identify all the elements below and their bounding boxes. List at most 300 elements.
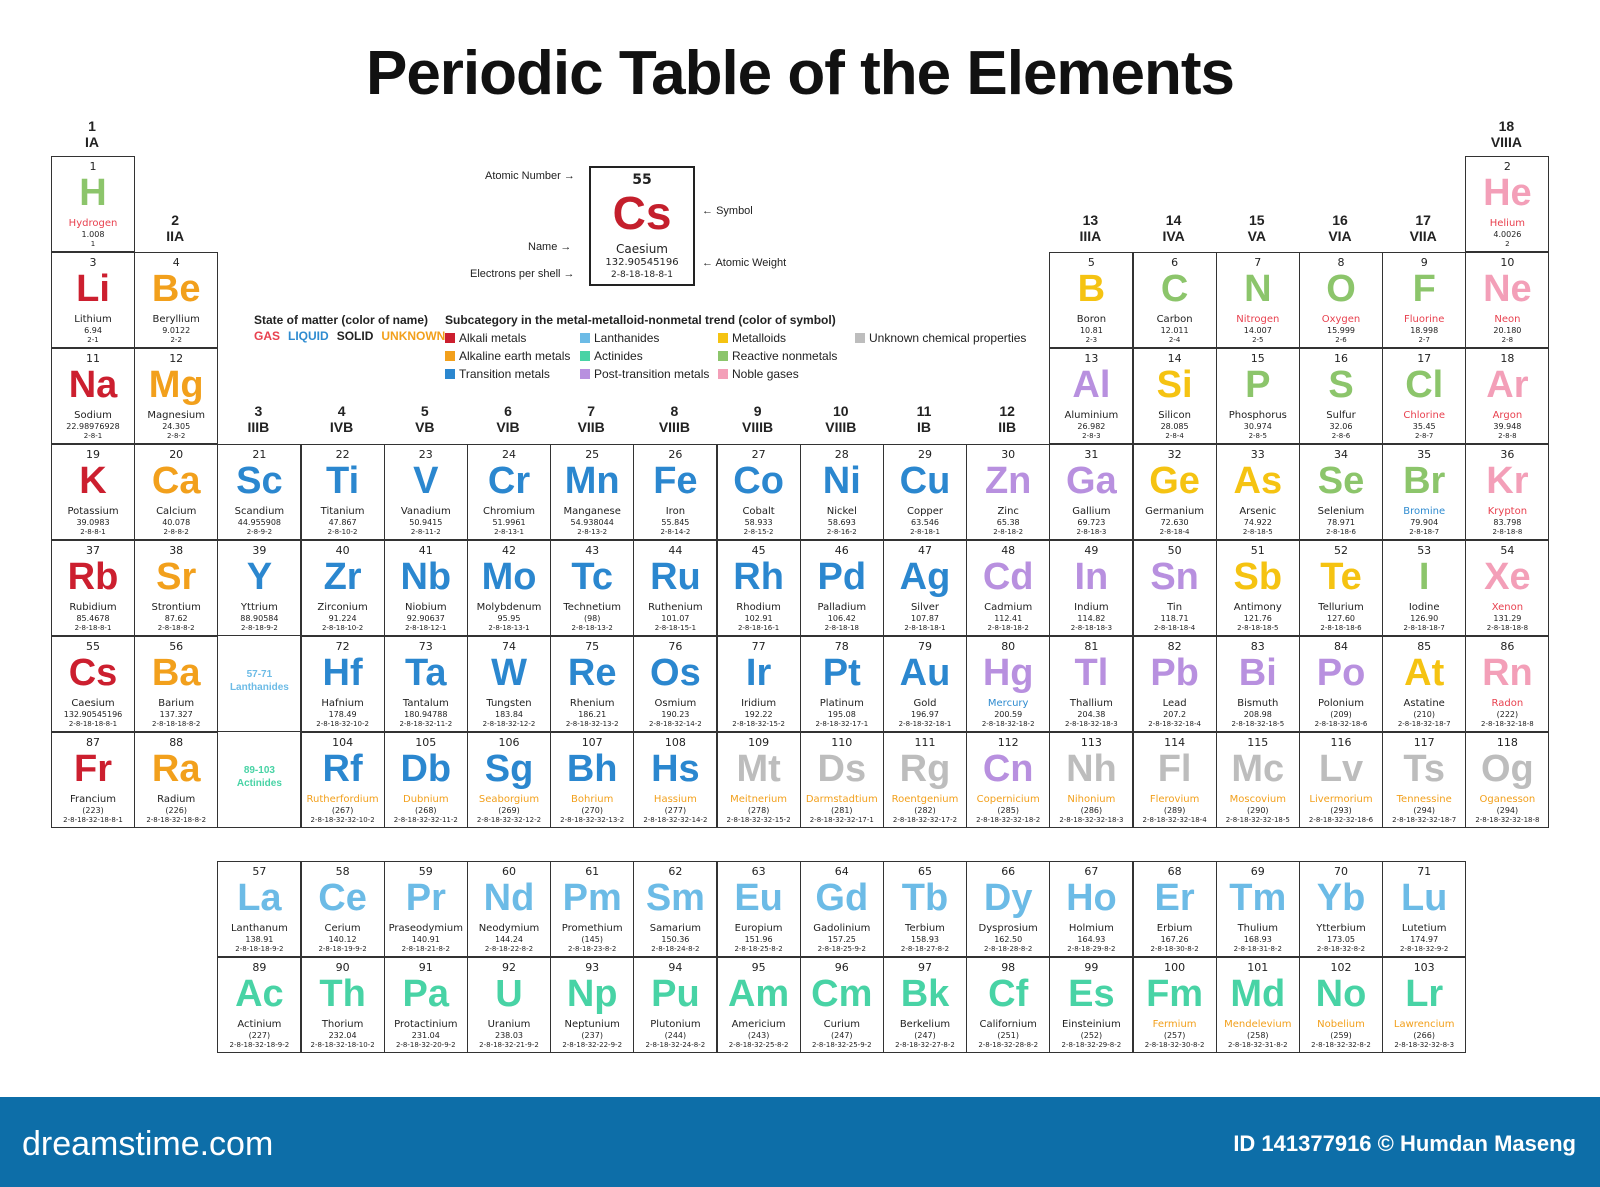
atomic-weight: (145) bbox=[581, 935, 603, 944]
electron-shells: 2-8-8 bbox=[1498, 432, 1517, 440]
atomic-number: 109 bbox=[748, 736, 770, 749]
atomic-weight: 22.98976928 bbox=[66, 422, 120, 431]
atomic-weight: (281) bbox=[831, 806, 853, 815]
element-name: Thallium bbox=[1069, 698, 1113, 709]
element-symbol: Cn bbox=[982, 748, 1034, 790]
electron-shells: 2-8-18-31-8-2 bbox=[1233, 945, 1282, 953]
atomic-number: 68 bbox=[1167, 865, 1182, 878]
atomic-weight: 195.08 bbox=[827, 710, 856, 719]
atomic-number: 71 bbox=[1417, 865, 1432, 878]
element-name: Samarium bbox=[649, 923, 702, 934]
element-cell-rh[interactable] bbox=[717, 540, 801, 636]
electron-shells: 2-8-13-1 bbox=[494, 528, 524, 536]
element-cell-os[interactable] bbox=[633, 636, 717, 732]
element-symbol: Se bbox=[1317, 460, 1365, 502]
element-symbol: Br bbox=[1403, 460, 1446, 502]
atomic-weight: 107.87 bbox=[911, 614, 939, 623]
atomic-number: 64 bbox=[834, 865, 849, 878]
element-cell-pm[interactable] bbox=[550, 861, 634, 957]
atomic-number: 67 bbox=[1084, 865, 1099, 878]
atomic-number: 4 bbox=[172, 256, 180, 269]
element-cell-rn[interactable] bbox=[1465, 636, 1549, 732]
element-name: Rhenium bbox=[569, 698, 615, 709]
electron-shells: 2-8-18-32-18-6 bbox=[1314, 720, 1368, 728]
element-cell-nh[interactable] bbox=[1049, 732, 1133, 828]
element-symbol: Dy bbox=[983, 877, 1033, 919]
electron-shells: 2-8-18-32-28-8-2 bbox=[978, 1041, 1039, 1049]
brand-logo[interactable]: dreamstime.com bbox=[22, 1125, 274, 1163]
placeholder-label: Actinides bbox=[236, 778, 282, 789]
footer-bar bbox=[0, 1097, 1600, 1187]
group-header-1 bbox=[51, 118, 133, 150]
element-cell-tc[interactable] bbox=[550, 540, 634, 636]
element-cell-tm[interactable] bbox=[1216, 861, 1300, 957]
element-cell-zr[interactable] bbox=[301, 540, 385, 636]
element-cell-md[interactable] bbox=[1216, 957, 1300, 1053]
element-cell-pt[interactable] bbox=[800, 636, 884, 732]
key-name: Caesium bbox=[616, 242, 668, 256]
atomic-weight: 14.007 bbox=[1243, 326, 1272, 335]
atomic-weight: 164.93 bbox=[1077, 935, 1106, 944]
element-symbol: Hs bbox=[651, 748, 700, 790]
element-symbol: Pa bbox=[402, 973, 450, 1015]
atomic-weight: 92.90637 bbox=[406, 614, 445, 623]
element-cell-bh[interactable] bbox=[550, 732, 634, 828]
atomic-number: 107 bbox=[581, 736, 603, 749]
element-cell-al[interactable] bbox=[1049, 348, 1133, 444]
element-cell-pu[interactable] bbox=[633, 957, 717, 1053]
atomic-weight: 58.933 bbox=[744, 518, 773, 527]
element-cell-c[interactable] bbox=[1133, 252, 1217, 348]
atomic-weight: 87.62 bbox=[164, 614, 188, 623]
element-cell-ds[interactable] bbox=[800, 732, 884, 828]
legend-key-cell bbox=[589, 166, 695, 286]
atomic-number: 65 bbox=[918, 865, 932, 878]
legend-item-transition bbox=[445, 367, 550, 381]
element-cell-fe[interactable] bbox=[633, 444, 717, 540]
element-cell-hs[interactable] bbox=[633, 732, 717, 828]
element-cell-mc[interactable] bbox=[1216, 732, 1300, 828]
element-cell-ts[interactable] bbox=[1382, 732, 1466, 828]
atomic-weight: 72.630 bbox=[1160, 518, 1189, 527]
element-cell-f[interactable] bbox=[1382, 252, 1466, 348]
element-cell-i[interactable] bbox=[1382, 540, 1466, 636]
element-name: Vanadium bbox=[400, 506, 451, 517]
element-cell-br[interactable] bbox=[1382, 444, 1466, 540]
atomic-number: 96 bbox=[834, 961, 849, 974]
atomic-number: 46 bbox=[834, 544, 849, 557]
image-credit: ID 141377916 © Humdan Maseng bbox=[1233, 1131, 1576, 1156]
element-cell-xe[interactable] bbox=[1465, 540, 1549, 636]
element-cell-es[interactable] bbox=[1049, 957, 1133, 1053]
element-cell-lr[interactable] bbox=[1382, 957, 1466, 1053]
electron-shells: 2-8-3 bbox=[1082, 432, 1101, 440]
element-cell-na[interactable] bbox=[51, 348, 135, 444]
element-cell-ce[interactable] bbox=[301, 861, 385, 957]
element-name: Zirconium bbox=[317, 602, 368, 613]
element-symbol: Mt bbox=[736, 748, 781, 790]
element-name: Strontium bbox=[151, 602, 201, 613]
element-cell-cm[interactable] bbox=[800, 957, 884, 1053]
atomic-weight: (267) bbox=[331, 806, 354, 815]
atomic-number: 13 bbox=[1084, 352, 1099, 365]
atomic-number: 6 bbox=[1171, 256, 1179, 269]
atomic-number: 101 bbox=[1247, 961, 1269, 974]
element-cell-th[interactable] bbox=[301, 957, 385, 1053]
element-cell-pd[interactable] bbox=[800, 540, 884, 636]
group-roman: IVA bbox=[1162, 228, 1185, 244]
electron-shells: 2-8-18-32-25-9-2 bbox=[811, 1041, 872, 1049]
element-cell-ir[interactable] bbox=[717, 636, 801, 732]
element-symbol: C bbox=[1160, 268, 1189, 310]
element-cell-dy[interactable] bbox=[966, 861, 1050, 957]
element-symbol: Fm bbox=[1146, 973, 1204, 1015]
group-number: 4 bbox=[337, 403, 346, 419]
atomic-weight: 44.955908 bbox=[237, 518, 282, 527]
atomic-number: 8 bbox=[1337, 256, 1345, 269]
element-symbol: Lu bbox=[1400, 877, 1448, 919]
element-cell-o[interactable] bbox=[1299, 252, 1383, 348]
atomic-number: 93 bbox=[585, 961, 600, 974]
element-cell-am[interactable] bbox=[717, 957, 801, 1053]
atomic-weight: 238.03 bbox=[495, 1031, 523, 1040]
element-cell-tb[interactable] bbox=[883, 861, 967, 957]
element-name: Hafnium bbox=[321, 698, 364, 709]
atomic-number: 108 bbox=[664, 736, 686, 749]
element-name: Osmium bbox=[654, 698, 697, 709]
atomic-number: 16 bbox=[1334, 352, 1348, 365]
atomic-number: 74 bbox=[502, 640, 516, 653]
element-cell-pa[interactable] bbox=[384, 957, 468, 1053]
atomic-weight: (293) bbox=[1330, 806, 1352, 815]
element-name: Indium bbox=[1074, 602, 1109, 613]
element-name: Einsteinium bbox=[1062, 1019, 1121, 1030]
atomic-number: 62 bbox=[668, 865, 683, 878]
atomic-weight: (266) bbox=[1413, 1031, 1435, 1040]
element-symbol: Cu bbox=[899, 460, 951, 502]
atomic-number: 3 bbox=[89, 256, 97, 269]
atomic-number: 24 bbox=[502, 448, 516, 461]
element-name: Calcium bbox=[156, 506, 197, 517]
atomic-weight: (247) bbox=[914, 1031, 936, 1040]
element-cell-bi[interactable] bbox=[1216, 636, 1300, 732]
atomic-number: 43 bbox=[585, 544, 600, 557]
atomic-number: 32 bbox=[1167, 448, 1182, 461]
element-cell-ra[interactable] bbox=[134, 732, 218, 828]
atomic-number: 104 bbox=[332, 736, 354, 749]
legend-item-alkali bbox=[445, 331, 526, 345]
key-label-weight: ← Atomic Weight bbox=[702, 257, 787, 269]
element-symbol: Pu bbox=[651, 973, 700, 1015]
element-cell-mn[interactable] bbox=[550, 444, 634, 540]
element-cell-ni[interactable] bbox=[800, 444, 884, 540]
element-name: Dubnium bbox=[403, 794, 449, 805]
element-cell-he[interactable] bbox=[1465, 156, 1549, 252]
atomic-number: 56 bbox=[169, 640, 184, 653]
element-name: Aluminium bbox=[1064, 410, 1119, 421]
element-name: Bromine bbox=[1403, 506, 1446, 517]
element-cell-cs[interactable] bbox=[51, 636, 135, 732]
atomic-number: 54 bbox=[1500, 544, 1515, 557]
legend-swatch bbox=[445, 333, 455, 343]
element-cell-in[interactable] bbox=[1049, 540, 1133, 636]
atomic-number: 69 bbox=[1250, 865, 1265, 878]
element-name: Oganesson bbox=[1479, 794, 1536, 805]
atomic-number: 66 bbox=[1001, 865, 1016, 878]
element-cell-ba[interactable] bbox=[134, 636, 218, 732]
group-number: 18 bbox=[1498, 118, 1515, 134]
element-cell-y[interactable] bbox=[217, 540, 301, 636]
element-cell-mt[interactable] bbox=[717, 732, 801, 828]
element-symbol: Bh bbox=[566, 748, 618, 790]
element-name: Actinium bbox=[237, 1019, 282, 1030]
atomic-number: 41 bbox=[418, 544, 433, 557]
group-header-13 bbox=[1049, 212, 1131, 244]
element-cell-li[interactable] bbox=[51, 252, 135, 348]
atomic-weight: (268) bbox=[415, 806, 437, 815]
element-cell-cr[interactable] bbox=[467, 444, 551, 540]
element-cell-te[interactable] bbox=[1299, 540, 1383, 636]
legend-label: Transition metals bbox=[459, 367, 550, 381]
group-header-11 bbox=[883, 403, 965, 435]
element-name: Rubidium bbox=[69, 602, 117, 613]
atomic-weight: 168.93 bbox=[1243, 935, 1272, 944]
element-symbol: Sb bbox=[1233, 556, 1283, 598]
element-cell-lv[interactable] bbox=[1299, 732, 1383, 828]
element-cell-rg[interactable] bbox=[883, 732, 967, 828]
legend-item-nonmetal bbox=[718, 349, 837, 363]
atomic-weight: 127.60 bbox=[1327, 614, 1355, 623]
element-cell-sb[interactable] bbox=[1216, 540, 1300, 636]
electron-shells: 2-8-18-32-32-8-3 bbox=[1394, 1041, 1455, 1049]
element-cell-cl[interactable] bbox=[1382, 348, 1466, 444]
element-cell-sg[interactable] bbox=[467, 732, 551, 828]
element-cell-ga[interactable] bbox=[1049, 444, 1133, 540]
element-cell-co[interactable] bbox=[717, 444, 801, 540]
element-cell-no[interactable] bbox=[1299, 957, 1383, 1053]
element-cell-gd[interactable] bbox=[800, 861, 884, 957]
element-cell-p[interactable] bbox=[1216, 348, 1300, 444]
group-roman: VIIIB bbox=[742, 419, 774, 435]
element-cell-np[interactable] bbox=[550, 957, 634, 1053]
element-cell-pb[interactable] bbox=[1133, 636, 1217, 732]
key-label-symbol: ← Symbol bbox=[702, 205, 753, 217]
element-cell-lu[interactable] bbox=[1382, 861, 1466, 957]
element-cell-at[interactable] bbox=[1382, 636, 1466, 732]
atomic-number: 15 bbox=[1250, 352, 1265, 365]
electron-shells: 2-8-18-18-8-2 bbox=[152, 720, 201, 728]
element-symbol: Ir bbox=[745, 652, 772, 694]
atomic-weight: 15.999 bbox=[1327, 326, 1355, 335]
element-cell-ag[interactable] bbox=[883, 540, 967, 636]
element-cell-ne[interactable] bbox=[1465, 252, 1549, 348]
placeholder-lanthanides bbox=[217, 636, 301, 732]
element-cell-ac[interactable] bbox=[217, 957, 301, 1053]
element-cell-er[interactable] bbox=[1133, 861, 1217, 957]
atomic-weight: 118.71 bbox=[1160, 614, 1189, 623]
atomic-weight: 28.085 bbox=[1160, 422, 1189, 431]
element-symbol: Tm bbox=[1229, 877, 1287, 919]
element-cell-ar[interactable] bbox=[1465, 348, 1549, 444]
element-name: Fermium bbox=[1152, 1019, 1197, 1030]
element-name: Livermorium bbox=[1309, 794, 1373, 805]
atomic-weight: 183.84 bbox=[495, 710, 523, 719]
element-symbol: Po bbox=[1316, 652, 1366, 694]
atomic-weight: 88.90584 bbox=[240, 614, 279, 623]
atomic-number: 51 bbox=[1250, 544, 1265, 557]
group-header-4 bbox=[301, 403, 383, 435]
atomic-number: 27 bbox=[751, 448, 766, 461]
electron-shells: 2-8-18-21-8-2 bbox=[401, 945, 450, 953]
element-cell-mg[interactable] bbox=[134, 348, 218, 444]
electron-shells: 2-8-18-18-7 bbox=[1403, 624, 1445, 632]
atomic-weight: 121.76 bbox=[1243, 614, 1272, 623]
element-cell-n[interactable] bbox=[1216, 252, 1300, 348]
atomic-weight: 6.94 bbox=[84, 326, 102, 335]
element-cell-h[interactable] bbox=[51, 156, 135, 252]
element-cell-ho[interactable] bbox=[1049, 861, 1133, 957]
element-cell-ta[interactable] bbox=[384, 636, 468, 732]
element-cell-eu[interactable] bbox=[717, 861, 801, 957]
element-cell-po[interactable] bbox=[1299, 636, 1383, 732]
element-cell-fr[interactable] bbox=[51, 732, 135, 828]
legend-label: Unknown chemical properties bbox=[869, 331, 1027, 345]
electron-shells: 2-8-18-8-1 bbox=[74, 624, 112, 632]
element-cell-ru[interactable] bbox=[633, 540, 717, 636]
atomic-weight: 137.327 bbox=[159, 710, 193, 719]
element-cell-fl[interactable] bbox=[1133, 732, 1217, 828]
atomic-weight: (252) bbox=[1080, 1031, 1103, 1040]
element-cell-v[interactable] bbox=[384, 444, 468, 540]
element-cell-zn[interactable] bbox=[966, 444, 1050, 540]
element-cell-be[interactable] bbox=[134, 252, 218, 348]
element-symbol: Sg bbox=[484, 748, 534, 790]
element-cell-se[interactable] bbox=[1299, 444, 1383, 540]
element-symbol: Np bbox=[566, 973, 618, 1015]
element-symbol: Ga bbox=[1066, 460, 1117, 502]
element-cell-k[interactable] bbox=[51, 444, 135, 540]
group-number: 6 bbox=[504, 403, 512, 419]
electron-shells: 2-8-18-32-22-9-2 bbox=[562, 1041, 623, 1049]
group-roman: IIIA bbox=[1079, 228, 1102, 244]
atomic-weight: 173.05 bbox=[1327, 935, 1355, 944]
atomic-number: 110 bbox=[831, 736, 853, 749]
atomic-number: 63 bbox=[751, 865, 766, 878]
element-cell-ca[interactable] bbox=[134, 444, 218, 540]
element-cell-cf[interactable] bbox=[966, 957, 1050, 1053]
element-symbol: Mg bbox=[148, 364, 204, 406]
element-cell-hf[interactable] bbox=[301, 636, 385, 732]
atomic-number: 28 bbox=[834, 448, 849, 461]
electron-shells: 2-8-18-32-32-18-7 bbox=[1392, 816, 1457, 824]
electron-shells: 2-8-18-18-2 bbox=[987, 624, 1029, 632]
element-cell-yb[interactable] bbox=[1299, 861, 1383, 957]
element-cell-cd[interactable] bbox=[966, 540, 1050, 636]
element-symbol: Yb bbox=[1316, 877, 1366, 919]
element-symbol: Zr bbox=[323, 556, 362, 598]
placeholder-actinides bbox=[217, 732, 301, 828]
atomic-weight: (290) bbox=[1247, 806, 1269, 815]
element-cell-pr[interactable] bbox=[384, 861, 468, 957]
element-symbol: Ts bbox=[1403, 748, 1445, 790]
atomic-number: 99 bbox=[1084, 961, 1099, 974]
element-cell-rb[interactable] bbox=[51, 540, 135, 636]
state-legend-unknown: UNKNOWN bbox=[381, 329, 446, 343]
element-symbol: Ni bbox=[822, 460, 861, 502]
atomic-weight: (247) bbox=[831, 1031, 853, 1040]
element-name: Molybdenum bbox=[476, 602, 542, 613]
element-symbol: Tl bbox=[1074, 652, 1109, 694]
element-name: Neptunium bbox=[564, 1019, 620, 1030]
group-header-16 bbox=[1299, 212, 1381, 244]
atomic-number: 29 bbox=[918, 448, 932, 461]
element-name: Carbon bbox=[1156, 314, 1193, 325]
electron-shells: 2-8-18-32-24-8-2 bbox=[645, 1041, 706, 1049]
element-symbol: Ca bbox=[151, 460, 201, 502]
element-cell-rf[interactable] bbox=[301, 732, 385, 828]
element-cell-mo[interactable] bbox=[467, 540, 551, 636]
element-cell-si[interactable] bbox=[1133, 348, 1217, 444]
element-cell-la[interactable] bbox=[217, 861, 301, 957]
element-cell-w[interactable] bbox=[467, 636, 551, 732]
element-cell-ti[interactable] bbox=[301, 444, 385, 540]
element-name: Californium bbox=[979, 1019, 1037, 1030]
element-symbol: Ge bbox=[1149, 460, 1200, 502]
element-cell-s[interactable] bbox=[1299, 348, 1383, 444]
element-cell-as[interactable] bbox=[1216, 444, 1300, 540]
element-name: Astatine bbox=[1403, 698, 1445, 709]
element-cell-b[interactable] bbox=[1049, 252, 1133, 348]
element-cell-tl[interactable] bbox=[1049, 636, 1133, 732]
element-cell-au[interactable] bbox=[883, 636, 967, 732]
element-symbol: Ti bbox=[326, 460, 360, 502]
element-cell-sm[interactable] bbox=[633, 861, 717, 957]
atomic-number: 105 bbox=[415, 736, 437, 749]
element-cell-og[interactable] bbox=[1465, 732, 1549, 828]
legend-label: Alkaline earth metals bbox=[459, 349, 571, 363]
element-cell-u[interactable] bbox=[467, 957, 551, 1053]
element-symbol: Ar bbox=[1486, 364, 1529, 406]
element-cell-bk[interactable] bbox=[883, 957, 967, 1053]
element-cell-sn[interactable] bbox=[1133, 540, 1217, 636]
atomic-weight: 18.998 bbox=[1410, 326, 1439, 335]
element-cell-nd[interactable] bbox=[467, 861, 551, 957]
atomic-number: 118 bbox=[1496, 736, 1518, 749]
element-cell-cu[interactable] bbox=[883, 444, 967, 540]
element-symbol: Mn bbox=[564, 460, 620, 502]
element-name: Palladium bbox=[817, 602, 867, 613]
atomic-weight: 151.96 bbox=[744, 935, 773, 944]
element-symbol: Sm bbox=[645, 877, 705, 919]
placeholder-range: 57-71 bbox=[246, 669, 273, 680]
element-cell-ge[interactable] bbox=[1133, 444, 1217, 540]
element-cell-db[interactable] bbox=[384, 732, 468, 828]
element-cell-nb[interactable] bbox=[384, 540, 468, 636]
element-cell-fm[interactable] bbox=[1133, 957, 1217, 1053]
element-cell-hg[interactable] bbox=[966, 636, 1050, 732]
electron-shells: 2-8-18-18-9-2 bbox=[235, 945, 284, 953]
electron-shells: 2-8-18-13-1 bbox=[488, 624, 530, 632]
element-cell-cn[interactable] bbox=[966, 732, 1050, 828]
element-cell-sc[interactable] bbox=[217, 444, 301, 540]
element-name: Nickel bbox=[826, 506, 857, 517]
element-cell-re[interactable] bbox=[550, 636, 634, 732]
state-legend-liquid: LIQUID bbox=[288, 329, 329, 343]
element-cell-sr[interactable] bbox=[134, 540, 218, 636]
element-cell-kr[interactable] bbox=[1465, 444, 1549, 540]
legend-label: Actinides bbox=[594, 349, 643, 363]
group-header-15 bbox=[1216, 212, 1298, 244]
